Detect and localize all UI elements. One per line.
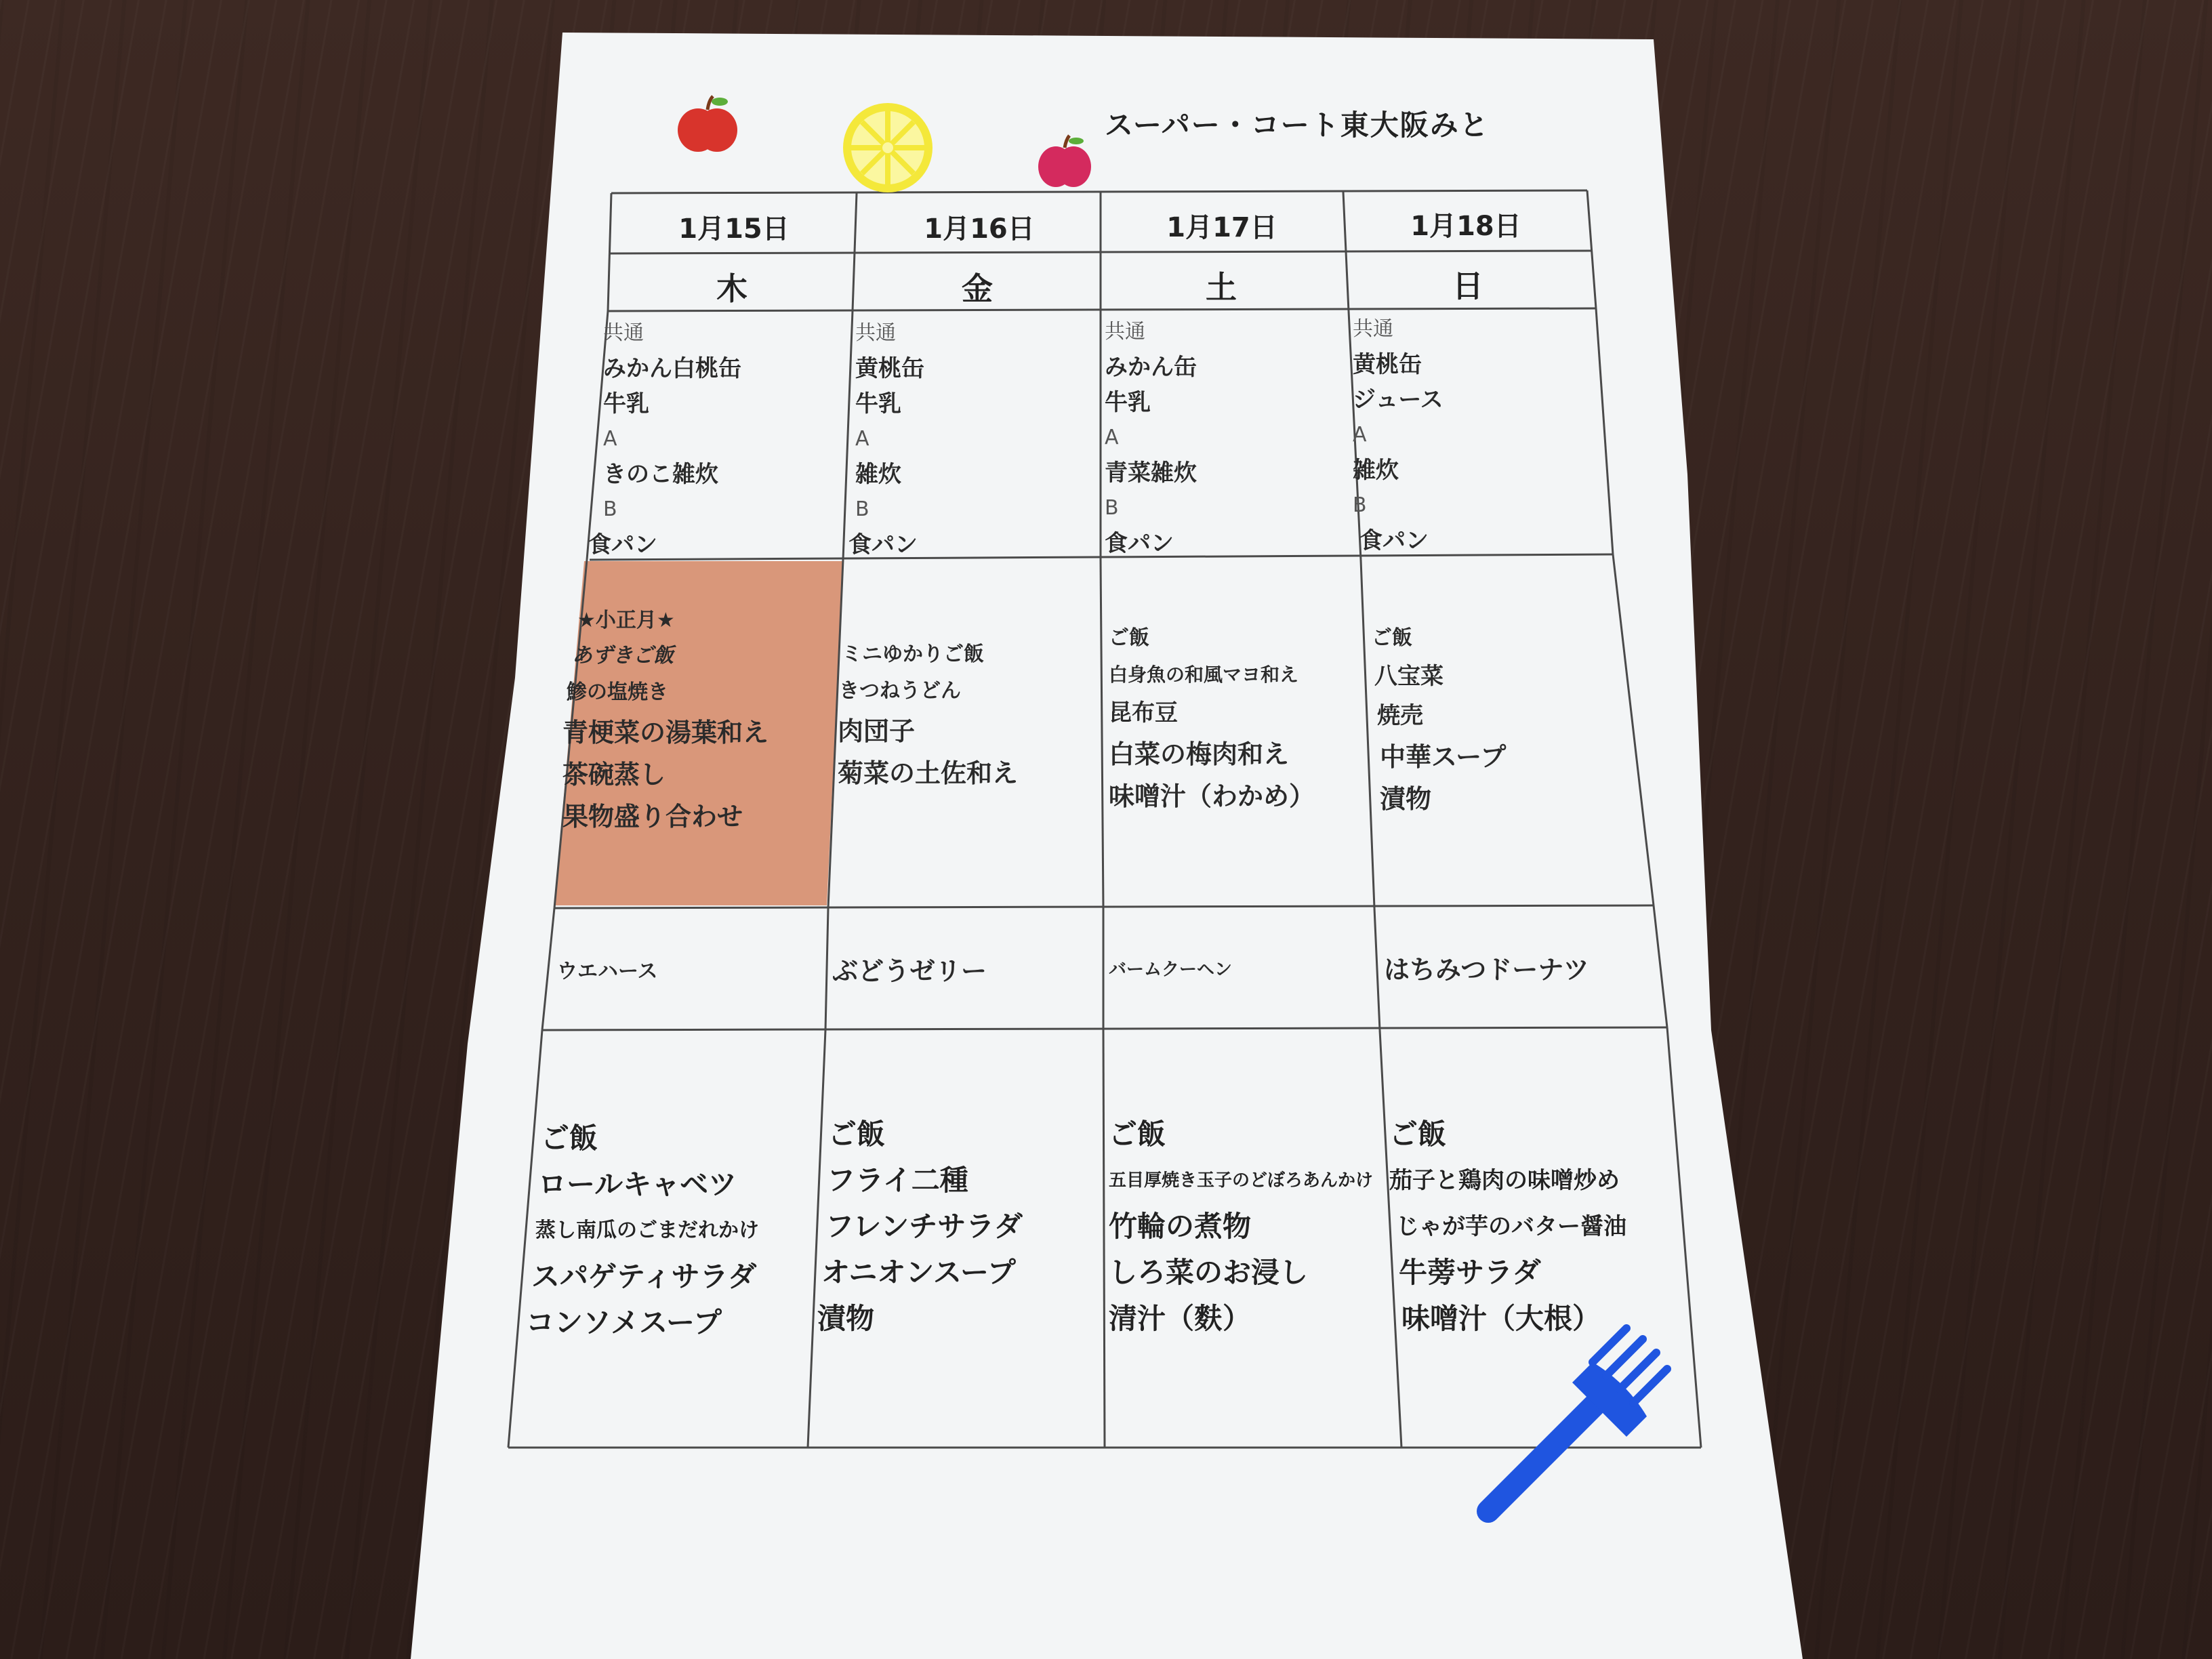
date-header-3: 1月17日 xyxy=(1166,212,1277,243)
dinner-item: 清汁（麩） xyxy=(1109,1302,1252,1335)
store-name: スーパー・コート東大阪みと xyxy=(1105,108,1490,142)
dinner-item: 漬物 xyxy=(817,1302,875,1335)
lunch-item: 焼売 xyxy=(1377,702,1423,729)
breakfast-option-label: A xyxy=(1353,423,1367,447)
dinner-item: じゃが芋のバター醤油 xyxy=(1396,1213,1626,1240)
lunch-item: 肉団子 xyxy=(838,716,916,746)
dinner-item: スパゲティサラダ xyxy=(531,1260,757,1293)
lunch-item: 果物盛り合わせ xyxy=(562,802,743,832)
lunch-item: ★小正月★ xyxy=(577,609,675,632)
breakfast-option-label: B xyxy=(603,497,617,521)
dinner-cell-2 xyxy=(817,1111,1023,1342)
breakfast-item: 食パン xyxy=(1105,530,1174,557)
lunch-item: ご飯 xyxy=(1109,626,1149,650)
breakfast-item: 食パン xyxy=(848,531,918,558)
dinner-item: フライ二種 xyxy=(827,1164,968,1197)
breakfast-option-label: A xyxy=(603,427,617,451)
dinner-item: 茄子と鶏肉の味噌炒め xyxy=(1389,1167,1620,1194)
lunch-item: 漬物 xyxy=(1380,784,1432,814)
breakfast-item: みかん白桃缶 xyxy=(603,355,741,382)
lunch-item: 白菜の梅肉和え xyxy=(1109,739,1290,769)
breakfast-item: 黄桃缶 xyxy=(855,355,924,382)
lemon-icon xyxy=(843,103,933,192)
breakfast-item: 黄桃缶 xyxy=(1353,351,1422,378)
weekday-header-2: 金 xyxy=(962,270,993,307)
date-header-1: 1月15日 xyxy=(678,213,790,245)
breakfast-cell-3 xyxy=(1105,314,1197,561)
breakfast-cell-4 xyxy=(1353,312,1443,558)
dinner-item: ご飯 xyxy=(541,1122,598,1155)
dinner-cell-3 xyxy=(1109,1111,1373,1342)
dinner-cell-1 xyxy=(526,1115,759,1346)
dinner-item: フレンチサラダ xyxy=(825,1210,1023,1243)
weekday-header-1: 木 xyxy=(716,270,747,307)
breakfast-option-label: B xyxy=(1353,493,1367,517)
breakfast-label: 共通 xyxy=(603,321,644,345)
breakfast-cell-1 xyxy=(588,316,741,562)
snack-cell-4: はちみつドーナツ xyxy=(1384,955,1589,985)
breakfast-item: 牛乳 xyxy=(603,390,649,417)
snack-cell-1: ウエハース xyxy=(557,960,658,983)
dinner-item: ご飯 xyxy=(1389,1118,1447,1151)
lunch-item: きつねうどん xyxy=(839,679,961,703)
date-header-4: 1月18日 xyxy=(1410,211,1521,242)
lunch-item: 茶碗蒸し xyxy=(562,760,666,790)
lunch-item: 昆布豆 xyxy=(1109,699,1178,726)
breakfast-item: みかん缶 xyxy=(1105,354,1197,381)
lunch-item: 青梗菜の湯葉和え xyxy=(562,718,769,747)
lunch-cell-3 xyxy=(1109,619,1315,817)
dinner-item: オニオンスープ xyxy=(821,1256,1016,1289)
lunch-item: 菊菜の土佐和え xyxy=(838,758,1019,788)
breakfast-cell-2 xyxy=(848,316,924,562)
dinner-item: 牛蒡サラダ xyxy=(1399,1256,1541,1289)
breakfast-option-label: A xyxy=(855,427,869,451)
breakfast-label: 共通 xyxy=(1353,317,1393,341)
breakfast-item: 雑炊 xyxy=(1353,457,1399,484)
breakfast-option-label: A xyxy=(1105,426,1119,449)
dinner-item: ご飯 xyxy=(828,1118,886,1151)
lunch-item: 鯵の塩焼き xyxy=(567,680,668,704)
breakfast-label: 共通 xyxy=(855,321,896,345)
dinner-cell-4 xyxy=(1389,1111,1626,1342)
weekday-header-3: 土 xyxy=(1206,269,1237,306)
lunch-item: 白身魚の和風マヨ和え xyxy=(1109,663,1299,686)
lunch-cell-2 xyxy=(838,637,1018,794)
breakfast-item: ジュース xyxy=(1353,386,1443,413)
lunch-item: 味噌汁（わかめ） xyxy=(1109,781,1315,811)
lunch-item: 中華スープ xyxy=(1380,742,1507,772)
dinner-item: ロールキャベツ xyxy=(538,1168,737,1201)
breakfast-option-label: B xyxy=(1105,496,1119,520)
breakfast-item: 青菜雑炊 xyxy=(1105,459,1197,487)
breakfast-item: 食パン xyxy=(588,531,657,558)
breakfast-item: 牛乳 xyxy=(855,390,901,417)
lunch-cell-4 xyxy=(1372,619,1506,820)
dinner-item: コンソメスープ xyxy=(526,1306,722,1339)
breakfast-item: 牛乳 xyxy=(1105,389,1151,416)
breakfast-item: 食パン xyxy=(1359,527,1429,554)
lunch-item: 八宝菜 xyxy=(1374,663,1443,690)
dinner-item: しろ菜のお浸し xyxy=(1109,1256,1309,1289)
breakfast-item: 雑炊 xyxy=(855,461,901,488)
breakfast-item: きのこ雑炊 xyxy=(603,461,718,488)
dinner-item: 五目厚焼き玉子のどぼろあんかけ xyxy=(1109,1170,1374,1191)
lunch-item: ご飯 xyxy=(1372,626,1412,650)
weekday-header-4: 日 xyxy=(1452,268,1483,304)
dinner-item: 蒸し南瓜のごまだれかけ xyxy=(535,1218,759,1242)
snack-cell-3: バームクーヘン xyxy=(1109,960,1233,980)
lunch-item: ミニゆかりご飯 xyxy=(842,642,984,666)
snack-cell-2: ぶどうゼリー xyxy=(832,956,987,986)
date-header-2: 1月16日 xyxy=(924,213,1035,245)
dinner-item: ご飯 xyxy=(1109,1118,1166,1151)
breakfast-option-label: B xyxy=(855,497,869,521)
breakfast-label: 共通 xyxy=(1105,320,1145,344)
lunch-item: あずきご飯 xyxy=(572,644,674,668)
dinner-item: 味噌汁（大根） xyxy=(1401,1302,1601,1335)
lunch-cell-1 xyxy=(562,603,769,838)
dinner-item: 竹輪の煮物 xyxy=(1109,1210,1252,1243)
